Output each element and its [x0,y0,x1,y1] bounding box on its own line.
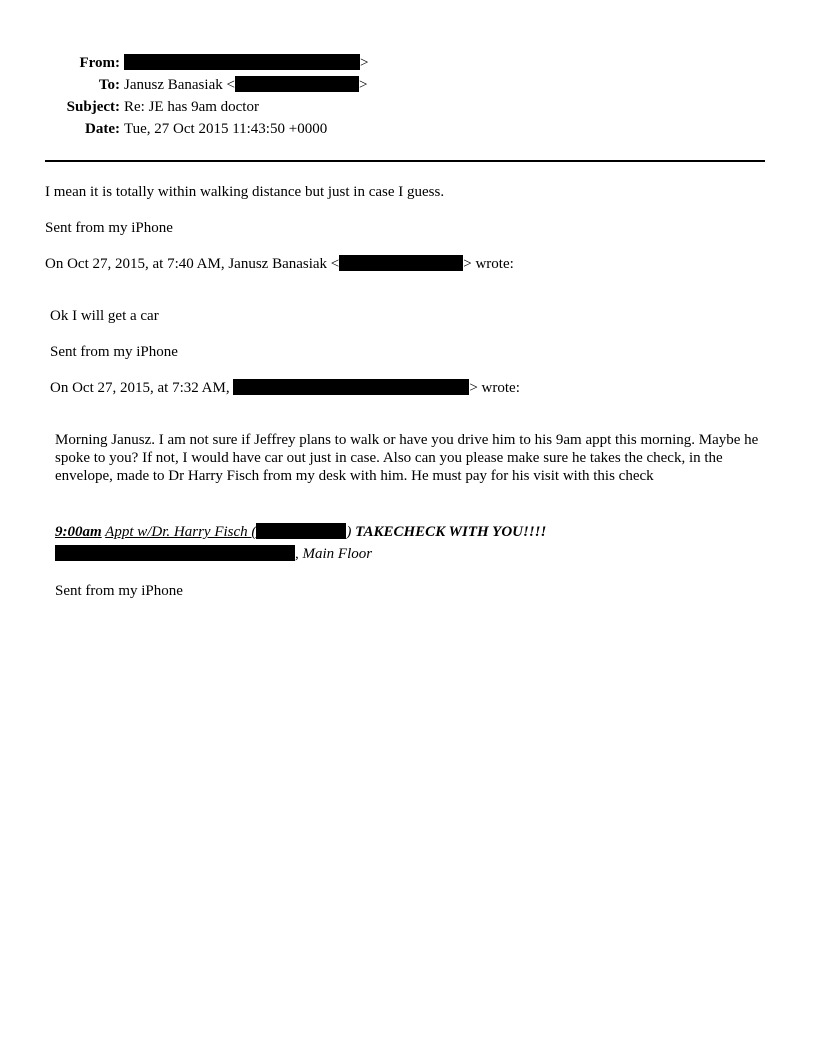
header-divider [45,160,765,162]
subject-label: Subject: [66,99,120,115]
quote-1-prefix: On Oct 27, 2015, at 7:40 AM, Janusz Banasiak < [45,256,340,272]
signature-1: Sent from my iPhone [45,220,173,236]
from-suffix: > [360,55,369,71]
appointment-line [55,523,546,541]
to-suffix: > [358,77,368,93]
quote-header-1 [45,255,514,273]
subject-value: Re: JE has 9am doctor [124,99,259,115]
redaction-bar [256,523,346,539]
redaction-bar [233,379,469,395]
quote-1-suffix: > wrote: [463,256,514,272]
date-label: Date: [85,121,120,137]
to-label: To: [98,77,120,93]
reply-2: Ok I will get a car [50,308,159,324]
appt-note: TAKECHECK WITH YOU!!!! [355,524,547,540]
quote-2-prefix: On Oct 27, 2015, at 7:32 AM, [50,380,230,396]
appt-close: ) [346,524,352,540]
to-value [124,76,367,94]
original-message: Morning Janusz. I am not sure if Jeffrey plans to walk or have you drive him to his 9am appt this morning. Maybe he spoke to you? If not, I would have car out just in case. Also can you please make sure he takes the check, in the envelope, made to Dr Harry Fisch from my desk with him. He must pay for his visit with this check [55,432,759,484]
from-label: From: [79,55,120,71]
quote-2-suffix: > wrote: [469,380,520,396]
date-value: Tue, 27 Oct 2015 11:43:50 +0000 [124,121,328,137]
redaction-bar [124,54,360,70]
appt-location-suffix: , Main Floor [295,546,373,562]
signature-3: Sent from my iPhone [55,583,183,599]
quote-header-2 [50,379,520,397]
signature-2: Sent from my iPhone [50,344,178,360]
appt-desc: Appt w/Dr. Harry Fisch ( [105,524,257,540]
redaction-bar [235,76,359,92]
to-name: Janusz Banasiak < [124,77,235,93]
reply-text: I mean it is totally within walking distance but just in case I guess. [45,184,445,200]
redaction-bar [339,255,463,271]
from-value [124,54,368,72]
appointment-location [55,545,372,563]
appt-time: 9:00am [55,524,102,540]
redaction-bar [55,545,295,561]
